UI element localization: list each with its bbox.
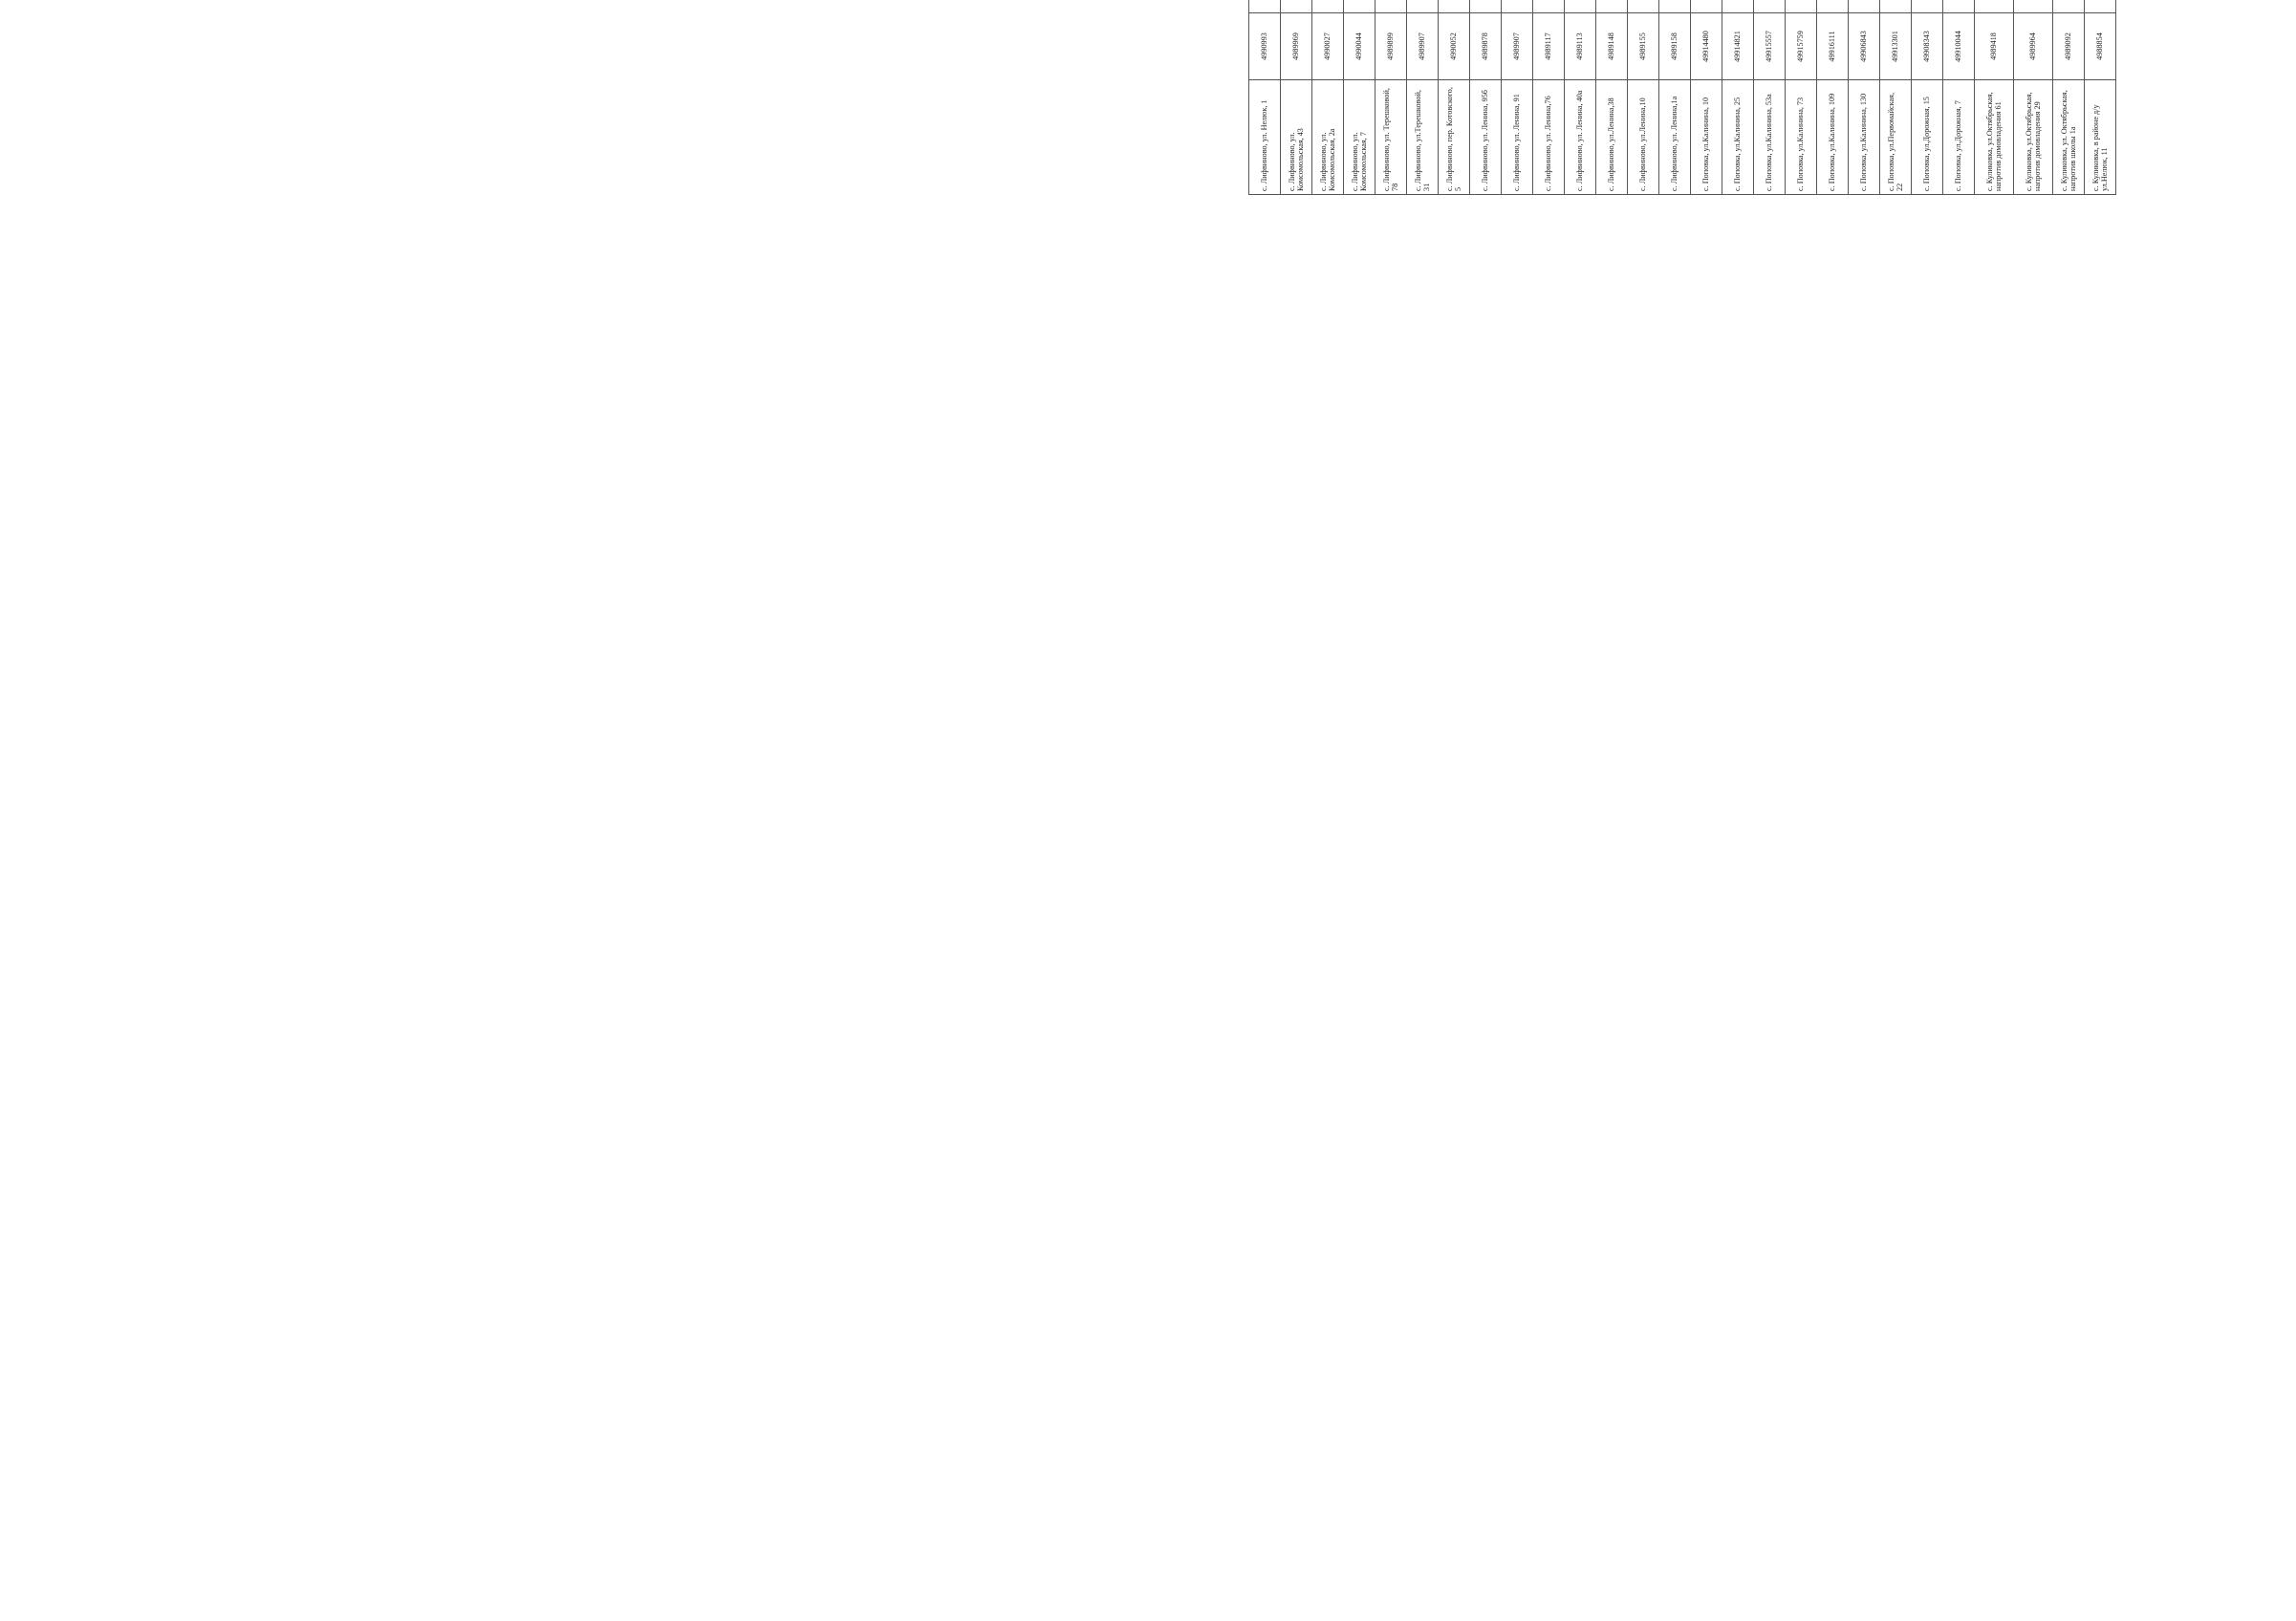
table-cell — [1344, 0, 1375, 13]
table-cell: 4989148 — [1596, 13, 1628, 80]
table-cell — [1502, 0, 1533, 13]
table-cell: с. Лифвиново, ул.Ленина,38 — [1596, 80, 1628, 195]
table-cell: 4989907 — [1502, 13, 1533, 80]
table-cell: с. Лифвиново, ул. Ленина, 40а — [1565, 80, 1596, 195]
table-row — [1628, 0, 1659, 195]
table-cell — [1975, 0, 2014, 13]
table-body — [1249, 0, 2116, 195]
table-row — [1849, 0, 1880, 195]
table-cell: 49916111 — [1817, 13, 1849, 80]
table-cell: с. Поповка, ул.Калинина, 25 — [1722, 80, 1754, 195]
table-cell: с. Лифвиново, ул. Комсомольская, 2а — [1312, 80, 1344, 195]
table-cell: 4989117 — [1533, 13, 1565, 80]
table-row — [1596, 0, 1628, 195]
table-cell: 49906843 — [1849, 13, 1880, 80]
table-cell: с. Лифвиново, ул.Ленина,10 — [1628, 80, 1659, 195]
table-cell: с. Поповка, ул.Дорожная, 7 — [1943, 80, 1975, 195]
table-cell: 4990044 — [1344, 13, 1375, 80]
table-row — [1975, 0, 2014, 195]
table-cell: 4989155 — [1628, 13, 1659, 80]
table-row — [2085, 0, 2116, 195]
table-cell — [1312, 0, 1344, 13]
table-cell: 4989092 — [2053, 13, 2085, 80]
table-cell: 4989969 — [1281, 13, 1312, 80]
table-cell — [1786, 0, 1817, 13]
table-row — [1754, 0, 1786, 195]
table-row — [1565, 0, 1596, 195]
table-cell: с. Лифвиново, ул. Терешковой, 78 — [1375, 80, 1407, 195]
table-cell: с. Поповка, ул.Первомайская, 22 — [1880, 80, 1912, 195]
table-cell: с. Поповка, ул.Калинина, 53а — [1754, 80, 1786, 195]
table-cell: 49915759 — [1786, 13, 1817, 80]
table-cell — [1943, 0, 1975, 13]
table-cell — [1659, 0, 1691, 13]
table-cell: 49910044 — [1943, 13, 1975, 80]
table-row — [1439, 0, 1470, 195]
table-cell: 4989899 — [1375, 13, 1407, 80]
table-row — [1659, 0, 1691, 195]
table-cell — [2053, 0, 2085, 13]
table-row — [1880, 0, 1912, 195]
table-row — [1375, 0, 1407, 195]
table-cell: 49913301 — [1880, 13, 1912, 80]
table-cell: 4989964 — [2014, 13, 2053, 80]
table-cell: 49915557 — [1754, 13, 1786, 80]
table-cell: с. Куликовка, ул.Октябрьская, напротив домовладения 61 — [1975, 80, 2014, 195]
table-cell: с. Лифвиново, ул. Ленина,76 — [1533, 80, 1565, 195]
table-cell: 4989113 — [1565, 13, 1596, 80]
table-cell: 4990993 — [1249, 13, 1281, 80]
table-cell — [1817, 0, 1849, 13]
table-cell: с. Куликовка, в районе д/у ул.Нелюк, 11 — [2085, 80, 2116, 195]
table-cell — [1249, 0, 1281, 13]
table-cell: с. Поповка, ул.Калинина, 10 — [1691, 80, 1722, 195]
table-cell — [1628, 0, 1659, 13]
table-row — [2053, 0, 2085, 195]
table-cell — [1754, 0, 1786, 13]
table-row — [1786, 0, 1817, 195]
table-row — [1249, 0, 1281, 195]
table-row — [1533, 0, 1565, 195]
table-cell — [1375, 0, 1407, 13]
table-cell: с. Поповка, ул.Калинина, 73 — [1786, 80, 1817, 195]
table-cell — [2014, 0, 2053, 13]
table-cell: с. Куликовка, ул.Октябрьская, напротив домовладения 29 — [2014, 80, 2053, 195]
table-cell: 49908343 — [1912, 13, 1943, 80]
table-cell: с. Лифвиново, ул.Терешковой, 31 — [1407, 80, 1439, 195]
table-cell: с. Лифвиново, ул. Ленина, 95б — [1470, 80, 1502, 195]
table-row — [1502, 0, 1533, 195]
table-cell — [1722, 0, 1754, 13]
table-row — [1912, 0, 1943, 195]
table-cell — [1565, 0, 1596, 13]
table-cell — [1596, 0, 1628, 13]
table-cell — [1912, 0, 1943, 13]
table-row — [1407, 0, 1439, 195]
table-row — [2014, 0, 2053, 195]
registry-table — [1248, 0, 2116, 195]
table-cell — [1849, 0, 1880, 13]
table-cell: 4990027 — [1312, 13, 1344, 80]
table-cell: с. Поповка, ул.Калинина, 130 — [1849, 80, 1880, 195]
table-cell — [2085, 0, 2116, 13]
table-cell: 49914821 — [1722, 13, 1754, 80]
table-cell: 4989418 — [1975, 13, 2014, 80]
table-cell: 4989878 — [1470, 13, 1502, 80]
table-row — [1691, 0, 1722, 195]
table-cell: с. Поповка, ул.Калинина, 109 — [1817, 80, 1849, 195]
table-cell: 4989907 — [1407, 13, 1439, 80]
table-cell: с. Лифвиново, ул. Ленина,1а — [1659, 80, 1691, 195]
table-cell: с. Лифвиново, ул. Комсомольская, 7 — [1344, 80, 1375, 195]
table-cell — [1533, 0, 1565, 13]
table-cell: с. Лифвиново, ул. Комсомольская, 43 — [1281, 80, 1312, 195]
table-cell — [1880, 0, 1912, 13]
table-cell: 4990052 — [1439, 13, 1470, 80]
rotated-page — [1248, 0, 2296, 195]
table-cell — [1407, 0, 1439, 13]
table-row — [1817, 0, 1849, 195]
table-row — [1943, 0, 1975, 195]
table-cell — [1439, 0, 1470, 13]
table-cell — [1691, 0, 1722, 13]
table-cell — [1281, 0, 1312, 13]
table-row — [1470, 0, 1502, 195]
table-cell: 4989158 — [1659, 13, 1691, 80]
table-cell: 4988854 — [2085, 13, 2116, 80]
table-row — [1344, 0, 1375, 195]
table-row — [1281, 0, 1312, 195]
table-cell: с. Лифвиново, пер. Котовского, 5 — [1439, 80, 1470, 195]
table-cell: с. Лифвиново, ул. Нелюк, 1 — [1249, 80, 1281, 195]
table-cell: с. Поповка, ул.Дорожная, 15 — [1912, 80, 1943, 195]
table-cell: с. Куликовка, ул. Октябрьская, напротив школы 1а — [2053, 80, 2085, 195]
table-cell: 49914480 — [1691, 13, 1722, 80]
table-cell — [1470, 0, 1502, 13]
table-row — [1722, 0, 1754, 195]
table-row — [1312, 0, 1344, 195]
table-cell: с. Лифвиново, ул. Ленина, 91 — [1502, 80, 1533, 195]
